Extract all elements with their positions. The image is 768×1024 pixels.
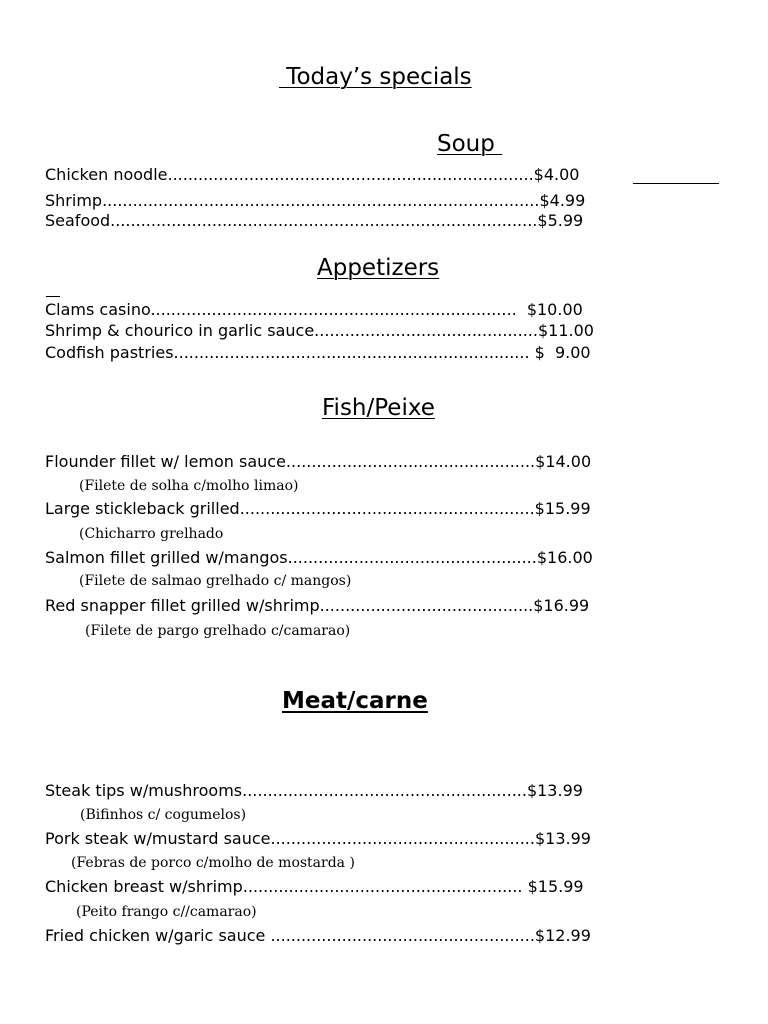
- menu-item-clams-casino: Clams casino........................................................................ $10.00: [45, 300, 583, 319]
- menu-item-steak-tips: Steak tips w/mushrooms........................................................$13.99: [45, 781, 583, 800]
- menu-item-shrimp-chourico: Shrimp & chourico in garlic sauce............................................$11.00: [45, 321, 594, 340]
- menu-item-seafood: Seafood....................................................................................$5.99: [45, 211, 584, 230]
- menu-item-codfish-pastries: Codfish pastries...................................................................... $ 9.00: [45, 343, 591, 362]
- menu-item-chicken-breast-translation: (Peito frango c//camarao): [76, 904, 257, 920]
- menu-item-chicken-noodle: Chicken noodle........................................................................$4.00: [45, 165, 580, 184]
- soup-heading: Soup: [437, 131, 503, 157]
- underline-rule: [633, 183, 719, 184]
- menu-item-pork-steak: Pork steak w/mustard sauce....................................................$13.99: [45, 829, 591, 848]
- menu-item-salmon-translation: (Filete de salmao grelhado c/ mangos): [79, 573, 352, 589]
- menu-item-pork-steak-translation: (Febras de porco c/molho de mostarda ): [71, 855, 355, 871]
- meat-heading: Meat/carne: [282, 688, 428, 714]
- menu-item-fried-chicken: Fried chicken w/garic sauce ....................................................$12.99: [45, 926, 591, 945]
- menu-item-flounder-translation: (Filete de solha c/molho limao): [79, 478, 299, 494]
- menu-item-salmon: Salmon fillet grilled w/mangos.................................................$16.00: [45, 548, 593, 567]
- menu-item-red-snapper: Red snapper fillet grilled w/shrimp..........................................$16.99: [45, 596, 590, 615]
- menu-item-flounder: Flounder fillet w/ lemon sauce.................................................$14.00: [45, 452, 592, 471]
- menu-item-stickleback: Large stickleback grilled..........................................................$15.99: [45, 499, 591, 518]
- menu-item-red-snapper-translation: (Filete de pargo grelhado c/camarao): [85, 623, 351, 639]
- menu-item-stickleback-translation: (Chicharro grelhado: [79, 526, 224, 542]
- menu-item-steak-tips-translation: (Bifinhos c/ cogumelos): [80, 807, 247, 823]
- menu-item-shrimp-soup: Shrimp......................................................................................$4.99: [45, 191, 586, 210]
- stray-rule: [46, 296, 60, 297]
- appetizers-heading: Appetizers: [317, 255, 440, 281]
- page-title: Today’s specials: [279, 64, 472, 90]
- menu-item-chicken-breast: Chicken breast w/shrimp....................................................... $15.99: [45, 877, 584, 896]
- fish-heading: Fish/Peixe: [322, 395, 435, 421]
